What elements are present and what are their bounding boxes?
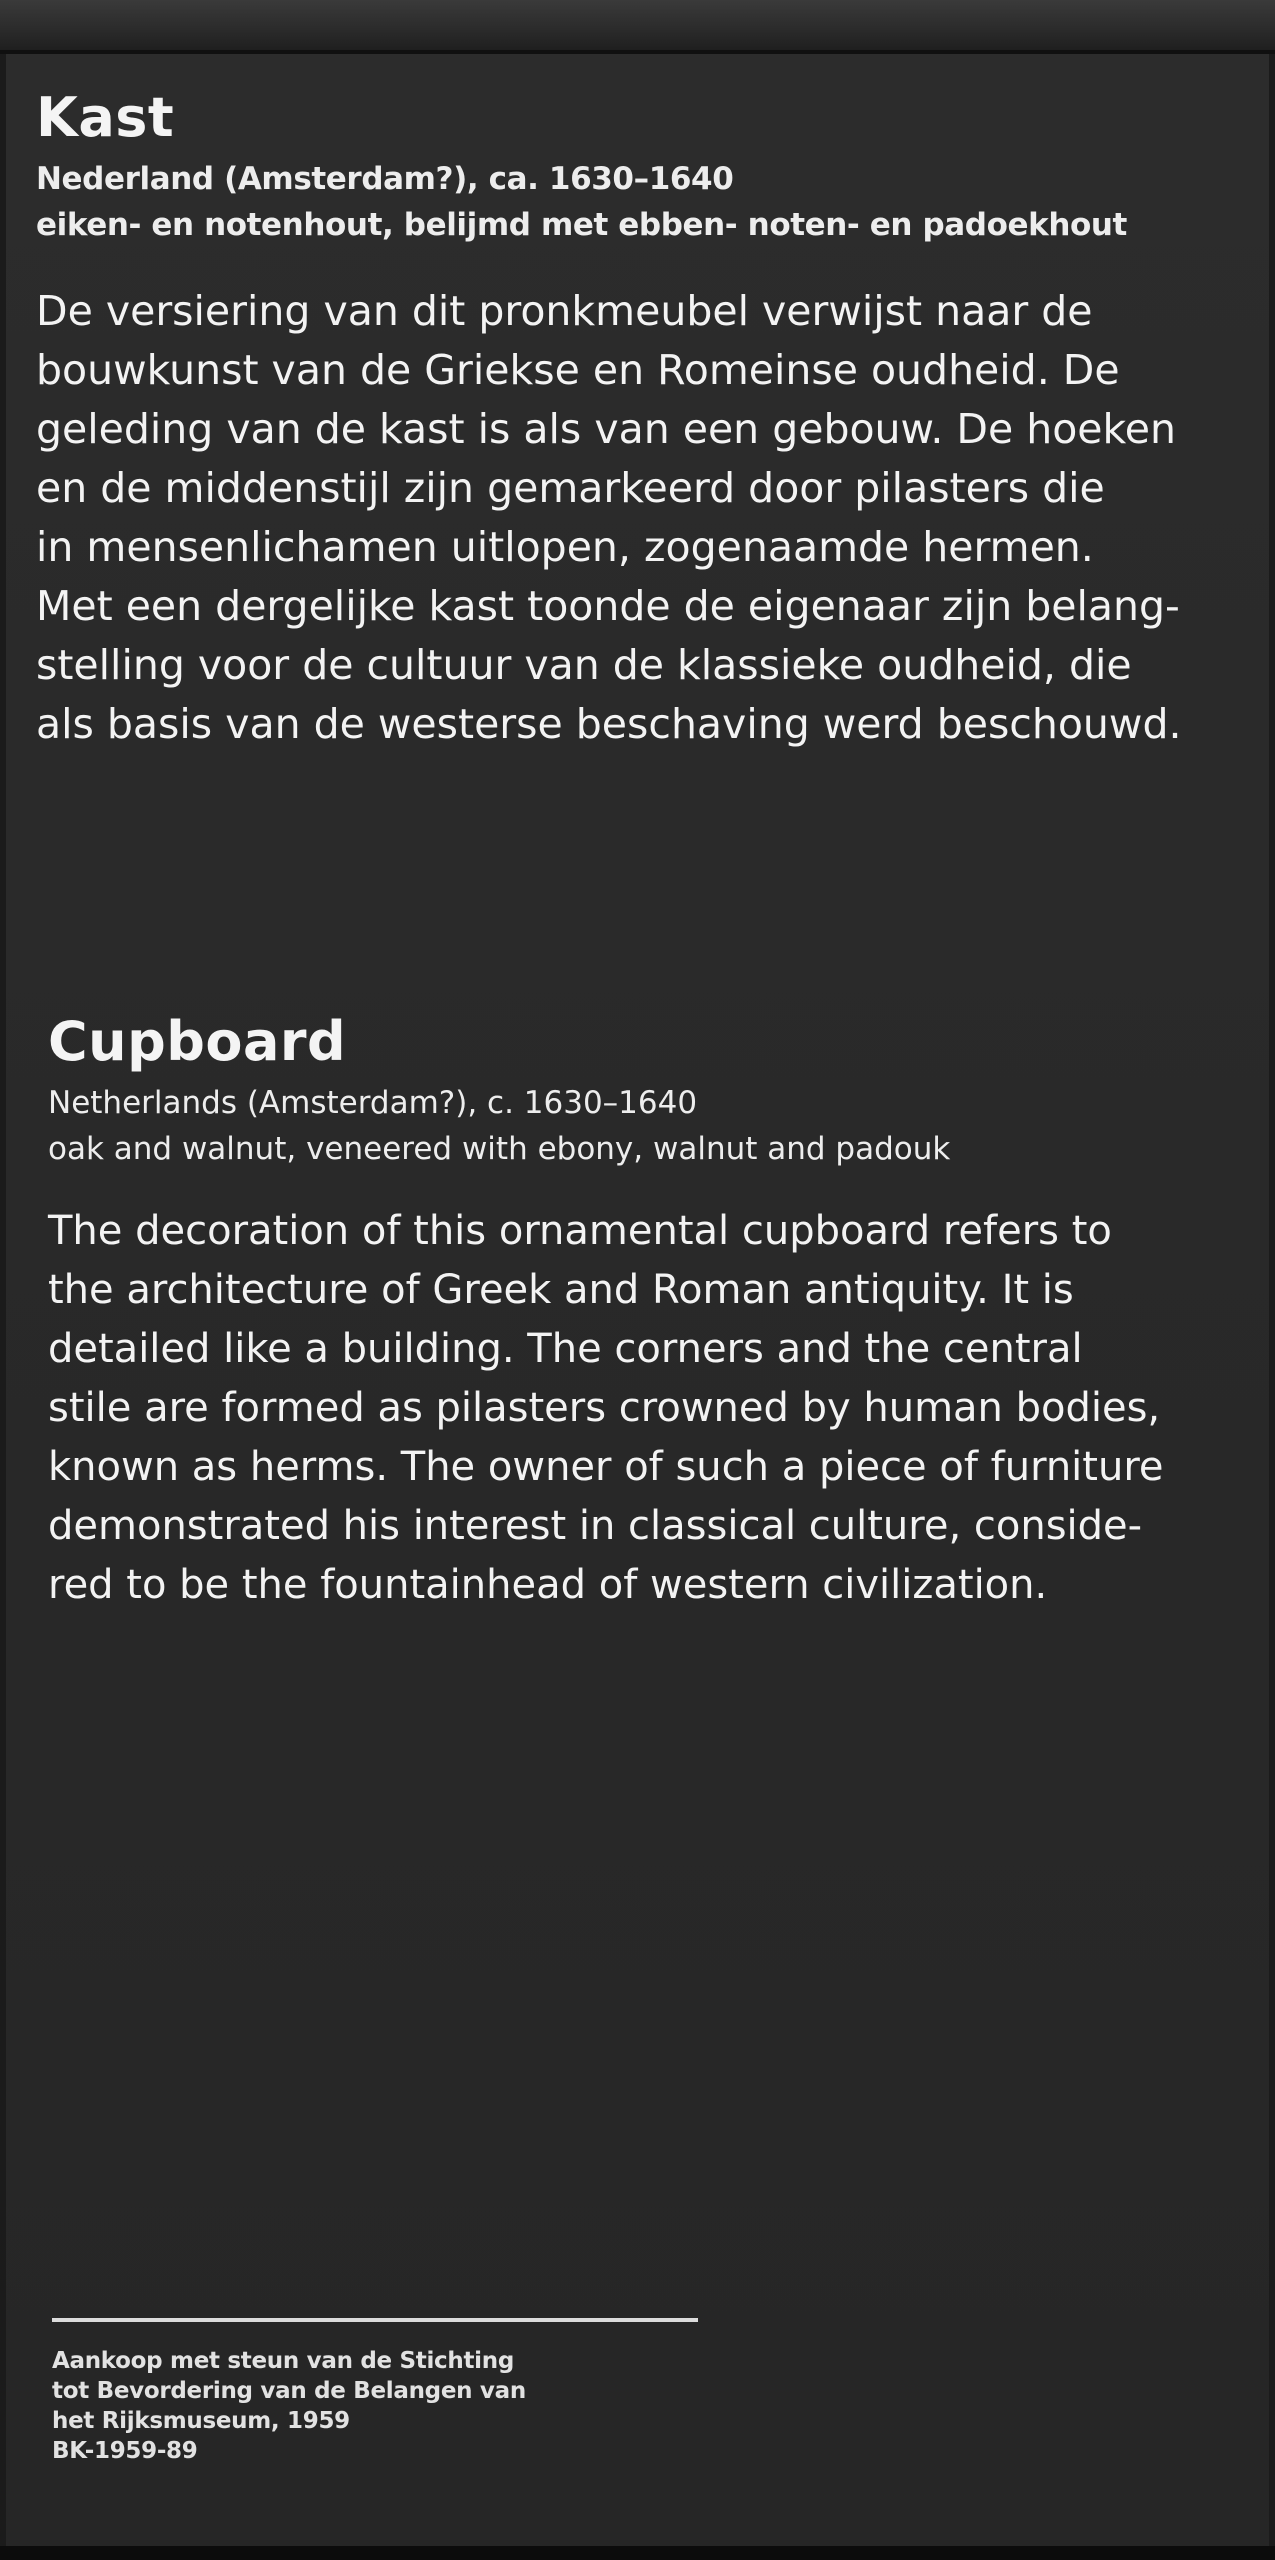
english-description-line: red to be the fountainhead of western civilization.: [48, 1562, 1048, 1608]
english-section: [48, 1010, 1238, 1615]
english-description-line: demonstrated his interest in classical culture, conside-: [48, 1503, 1143, 1549]
english-origin: Netherlands (Amsterdam?), c. 1630–1640: [48, 1085, 698, 1121]
english-description-line: The decoration of this ornamental cupboard refers to: [48, 1208, 1112, 1254]
dutch-description-line: bouwkunst van de Griekse en Romeinse oudheid. De: [36, 346, 1120, 394]
english-description: [48, 1202, 1238, 1615]
dutch-description-line: De versiering van dit pronkmeubel verwijst naar de: [36, 287, 1093, 335]
english-description-line: stile are formed as pilasters crowned by human bodies,: [48, 1385, 1161, 1431]
english-description-line: detailed like a building. The corners and the central: [48, 1326, 1083, 1372]
english-materials: oak and walnut, veneered with ebony, walnut and padouk: [48, 1131, 951, 1167]
credit-divider: [52, 2318, 698, 2322]
dutch-description: [36, 282, 1226, 754]
dutch-materials: eiken- en notenhout, belijmd met ebben- noten- en padoekhout: [36, 207, 1127, 243]
dutch-title: Kast: [36, 86, 175, 149]
english-title: Cupboard: [48, 1010, 347, 1073]
dutch-description-line: stelling voor de cultuur van de klassieke oudheid, die: [36, 641, 1132, 689]
dutch-origin: Nederland (Amsterdam?), ca. 1630–1640: [36, 161, 734, 197]
credit-line: Aankoop met steun van de Stichting: [52, 2348, 514, 2374]
dutch-description-line: en de middenstijl zijn gemarkeerd door pilasters die: [36, 464, 1105, 512]
credit-line-block: [52, 2346, 526, 2466]
object-number: BK-1959-89: [52, 2438, 198, 2464]
credit-line: tot Bevordering van de Belangen van: [52, 2378, 526, 2404]
credit-line: het Rijksmuseum, 1959: [52, 2408, 350, 2434]
dutch-description-line: als basis van de westerse beschaving werd beschouwd.: [36, 700, 1182, 748]
dutch-section: [36, 86, 1226, 754]
dutch-description-line: in mensenlichamen uitlopen, zogenaamde hermen.: [36, 523, 1094, 571]
english-description-line: known as herms. The owner of such a piece of furniture: [48, 1444, 1164, 1490]
dutch-description-line: Met een dergelijke kast toonde de eigenaar zijn belang-: [36, 582, 1180, 630]
label-bottom-edge: [0, 2546, 1275, 2560]
english-description-line: the architecture of Greek and Roman antiquity. It is: [48, 1267, 1074, 1313]
label-top-edge: [0, 0, 1275, 52]
dutch-description-line: geleding van de kast is als van een gebouw. De hoeken: [36, 405, 1176, 453]
